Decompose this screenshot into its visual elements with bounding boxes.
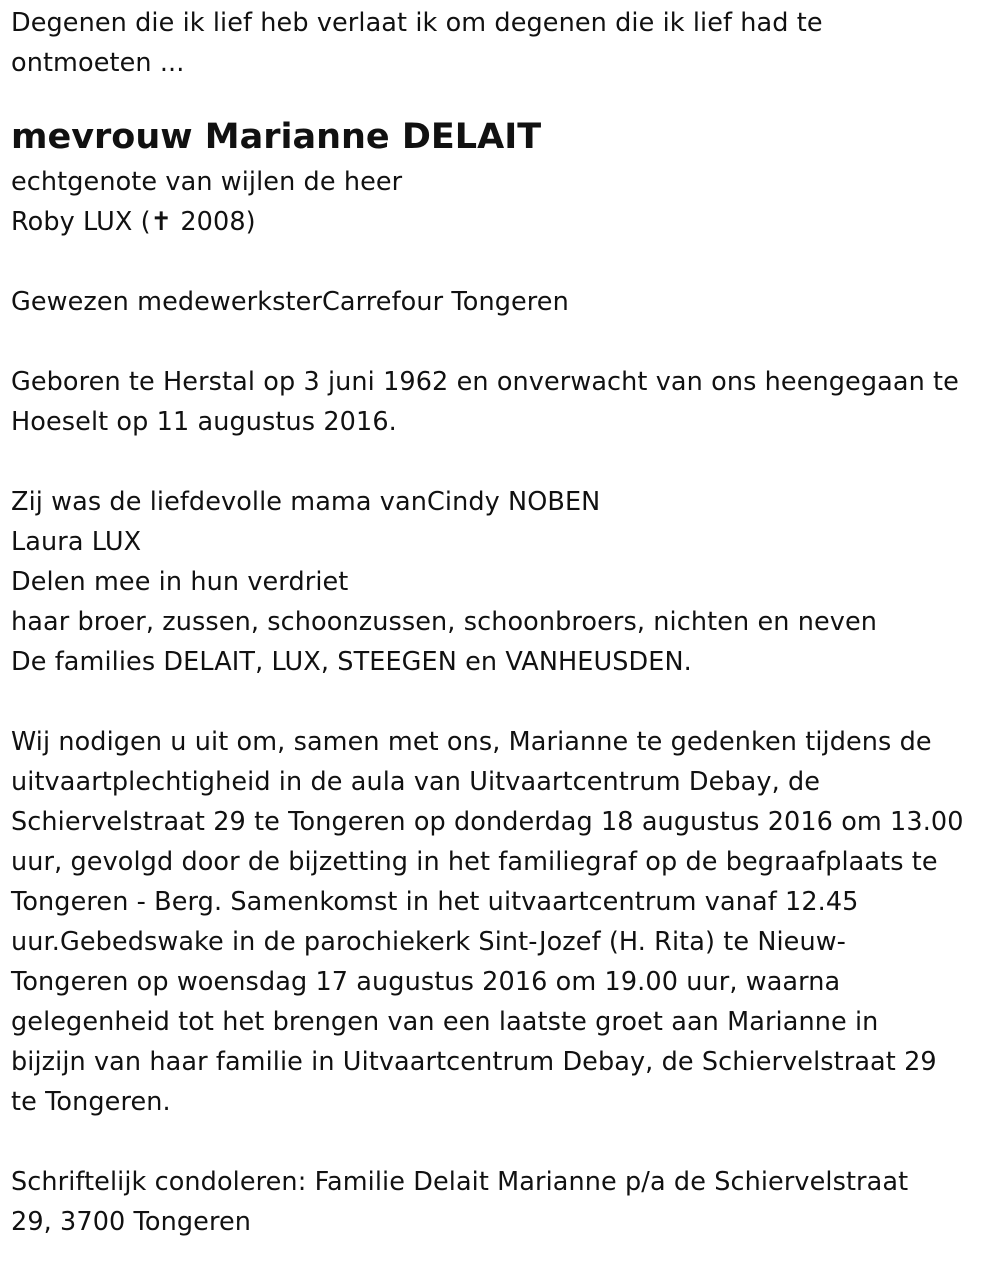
- family-line: Laura LUX: [11, 527, 142, 557]
- ceremony-line: bijzijn van haar familie in Uitvaartcentrum Debay, de Schiervelstraat 29: [11, 1047, 937, 1077]
- ceremony-line: Tongeren op woensdag 17 augustus 2016 om 19.00 uur, waarna: [11, 967, 841, 997]
- occupation-line: Gewezen medewerksterCarrefour Tongeren: [11, 287, 569, 317]
- motto: [11, 3, 996, 83]
- spacer: [11, 442, 996, 482]
- ceremony-line: uur, gevolgd door de bijzetting in het familiegraf op de begraafplaats te: [11, 847, 938, 877]
- ceremony-line: Tongeren - Berg. Samenkomst in het uitvaartcentrum vanaf 12.45: [11, 887, 859, 917]
- ceremony-line: Schiervelstraat 29 te Tongeren op donderdag 18 augustus 2016 om 13.00: [11, 807, 964, 837]
- birth-death-line: Hoeselt op 11 augustus 2016.: [11, 407, 397, 437]
- motto-line: ontmoeten ...: [11, 48, 185, 78]
- spacer: [11, 242, 996, 282]
- occupation-block: [11, 282, 996, 322]
- spouse-line: echtgenote van wijlen de heer: [11, 167, 403, 197]
- obituary-notice: [11, 3, 996, 1242]
- ceremony-line: uur.Gebedswake in de parochiekerk Sint-Jozef (H. Rita) te Nieuw-: [11, 927, 846, 957]
- motto-line: Degenen die ik lief heb verlaat ik om degenen die ik lief had te: [11, 8, 823, 38]
- condolences-line: 29, 3700 Tongeren: [11, 1207, 252, 1237]
- family-line: Delen mee in hun verdriet: [11, 567, 349, 597]
- spacer: [11, 682, 996, 722]
- family-line: Zij was de liefdevolle mama vanCindy NOBEN: [11, 487, 601, 517]
- ceremony-line: Wij nodigen u uit om, samen met ons, Marianne te gedenken tijdens de: [11, 727, 932, 757]
- spacer: [11, 322, 996, 362]
- condolences-block: [11, 1162, 996, 1242]
- deceased-name: mevrouw Marianne DELAIT: [11, 117, 542, 157]
- spouse-line: Roby LUX (✝ 2008): [11, 207, 256, 237]
- family-block: [11, 482, 996, 682]
- condolences-line: Schriftelijk condoleren: Familie Delait Marianne p/a de Schiervelstraat: [11, 1167, 909, 1197]
- ceremony-line: te Tongeren.: [11, 1087, 171, 1117]
- ceremony-line: gelegenheid tot het brengen van een laatste groet aan Marianne in: [11, 1007, 879, 1037]
- ceremony-block: [11, 722, 996, 1122]
- ceremony-line: uitvaartplechtigheid in de aula van Uitvaartcentrum Debay, de: [11, 767, 821, 797]
- birth-death-line: Geboren te Herstal op 3 juni 1962 en onverwacht van ons heengegaan te: [11, 367, 959, 397]
- family-line: haar broer, zussen, schoonzussen, schoonbroers, nichten en neven: [11, 607, 878, 637]
- spouse-block: [11, 162, 996, 242]
- spacer: [11, 1122, 996, 1162]
- family-line: De families DELAIT, LUX, STEEGEN en VANHEUSDEN.: [11, 647, 692, 677]
- birth-death-block: [11, 362, 996, 442]
